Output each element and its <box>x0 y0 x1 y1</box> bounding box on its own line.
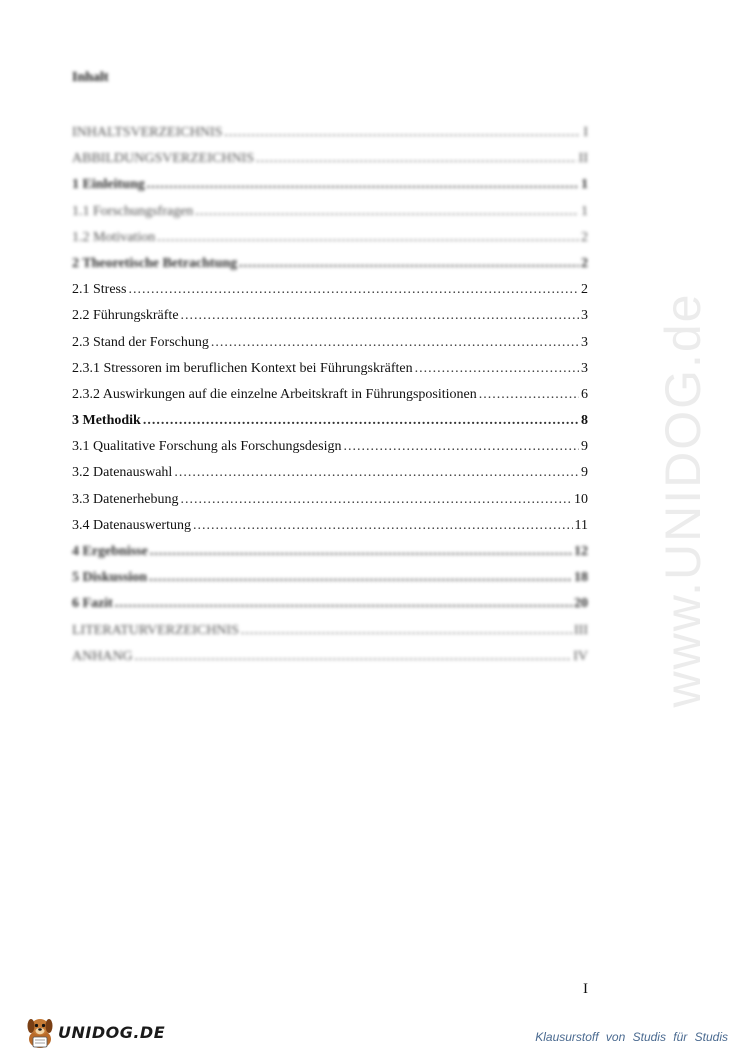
toc-leader-dots <box>135 644 572 670</box>
toc-leader-dots <box>181 487 572 513</box>
toc-entry-label: INHALTSVERZEICHNIS <box>72 125 223 140</box>
toc-entry-label: 3.1 Qualitative Forschung als Forschungsdesign <box>72 439 342 455</box>
toc-leader-dots <box>147 172 579 198</box>
toc-entry-page: 3 <box>581 334 588 350</box>
toc-entry[interactable] <box>72 644 588 670</box>
toc-entry[interactable] <box>72 434 588 460</box>
toc-entry-page: 6 <box>581 386 588 402</box>
toc-entry-page: IV <box>573 648 588 664</box>
toc-entry[interactable] <box>72 225 588 251</box>
toc-entry-label: 1.2 Motivation <box>72 229 156 245</box>
toc-entry-page: 2 <box>581 229 588 245</box>
footer-slogan: Klausurstoff von Studis für Studis <box>535 1030 728 1044</box>
unidog-logo[interactable] <box>24 1012 165 1052</box>
toc-entry[interactable] <box>72 539 588 565</box>
toc-entry-label: ANHANG <box>72 648 133 664</box>
toc-entry[interactable] <box>72 618 588 644</box>
toc-entry-label: 1 Einleitung <box>72 177 145 193</box>
toc-entry[interactable] <box>72 565 588 591</box>
toc-leader-dots <box>181 303 579 329</box>
toc-entry-label: 3.3 Datenerhebung <box>72 491 179 507</box>
toc-entry-page: 1 <box>581 203 588 219</box>
table-of-contents <box>72 120 588 670</box>
toc-leader-dots <box>241 618 572 644</box>
toc-leader-dots <box>149 565 572 591</box>
toc-entry-label: 2.1 Stress <box>72 282 127 298</box>
toc-entry-page: I <box>583 125 588 140</box>
toc-entry-label: 2.3.1 Stressoren im beruflichen Kontext bei Führungskräften <box>72 360 413 376</box>
toc-entry[interactable] <box>72 120 588 146</box>
toc-leader-dots <box>343 434 579 460</box>
toc-leader-dots <box>174 460 579 486</box>
toc-entry[interactable] <box>72 460 588 486</box>
toc-leader-dots <box>195 199 579 225</box>
toc-entry[interactable] <box>72 408 588 434</box>
toc-entry-label: 6 Fazit <box>72 596 113 612</box>
toc-leader-dots <box>128 277 579 303</box>
toc-entry-label: 3.2 Datenauswahl <box>72 465 173 481</box>
toc-entry-page: 2 <box>581 282 588 298</box>
watermark: www.UNIDOG.de <box>655 292 711 708</box>
toc-leader-dots <box>239 251 579 277</box>
toc-entry[interactable] <box>72 146 588 172</box>
toc-entry-label: 1.1 Forschungsfragen <box>72 203 194 219</box>
toc-entry-page: III <box>574 622 588 638</box>
toc-entry-label: 5 Diskussion <box>72 570 148 586</box>
toc-entry-label: 2.3.2 Auswirkungen auf die einzelne Arbeitskraft in Führungspositionen <box>72 386 477 402</box>
toc-entry-label: ABBILDUNGSVERZEICHNIS <box>72 151 254 167</box>
toc-entry-label: 3.4 Datenauswertung <box>72 517 191 533</box>
toc-entry[interactable] <box>72 251 588 277</box>
toc-entry[interactable] <box>72 356 588 382</box>
toc-entry-page: 9 <box>581 439 588 455</box>
toc-leader-dots <box>211 330 579 356</box>
toc-entry-label: 2.3 Stand der Forschung <box>72 334 209 350</box>
toc-entry-page: 9 <box>581 465 588 481</box>
toc-entry-label: 3 Methodik <box>72 413 141 429</box>
toc-entry[interactable] <box>72 591 588 617</box>
toc-entry-page: 3 <box>581 360 588 376</box>
toc-entry-label: LITERATURVERZEICHNIS <box>72 622 239 638</box>
logo-text: UNIDOG.DE <box>58 1022 166 1042</box>
toc-entry-label: 2.2 Führungskräfte <box>72 308 179 324</box>
toc-leader-dots <box>150 539 572 565</box>
toc-entry[interactable] <box>72 277 588 303</box>
toc-entry-page: 2 <box>581 255 588 271</box>
toc-entry-label: 2 Theoretische Betrachtung <box>72 255 238 271</box>
toc-entry-page: 20 <box>574 596 588 612</box>
toc-leader-dots <box>256 146 577 172</box>
toc-entry-page: 11 <box>574 517 588 533</box>
toc-entry[interactable] <box>72 382 588 408</box>
toc-entry[interactable] <box>72 199 588 225</box>
toc-leader-dots <box>415 356 579 382</box>
toc-entry-page: II <box>578 151 588 167</box>
toc-entry-page: 18 <box>574 570 588 586</box>
page-number: I <box>583 981 588 997</box>
toc-entry-page: 12 <box>574 544 588 559</box>
toc-entry-page: 3 <box>581 308 588 324</box>
toc-leader-dots <box>157 225 579 251</box>
toc-entry[interactable] <box>72 513 588 539</box>
toc-leader-dots <box>143 408 579 434</box>
toc-leader-dots <box>479 382 579 408</box>
page-heading: Inhalt <box>72 70 109 85</box>
toc-entry-page: 1 <box>581 177 588 193</box>
toc-entry[interactable] <box>72 303 588 329</box>
toc-entry-page: 10 <box>574 491 588 507</box>
toc-leader-dots <box>193 513 573 539</box>
toc-leader-dots <box>115 591 572 617</box>
dog-mascot-icon <box>24 1014 56 1050</box>
toc-entry[interactable] <box>72 487 588 513</box>
toc-entry[interactable] <box>72 172 588 198</box>
toc-leader-dots <box>224 120 581 146</box>
toc-entry-page: 8 <box>581 413 588 429</box>
toc-entry[interactable] <box>72 330 588 356</box>
toc-entry-label: 4 Ergebnisse <box>72 544 148 559</box>
